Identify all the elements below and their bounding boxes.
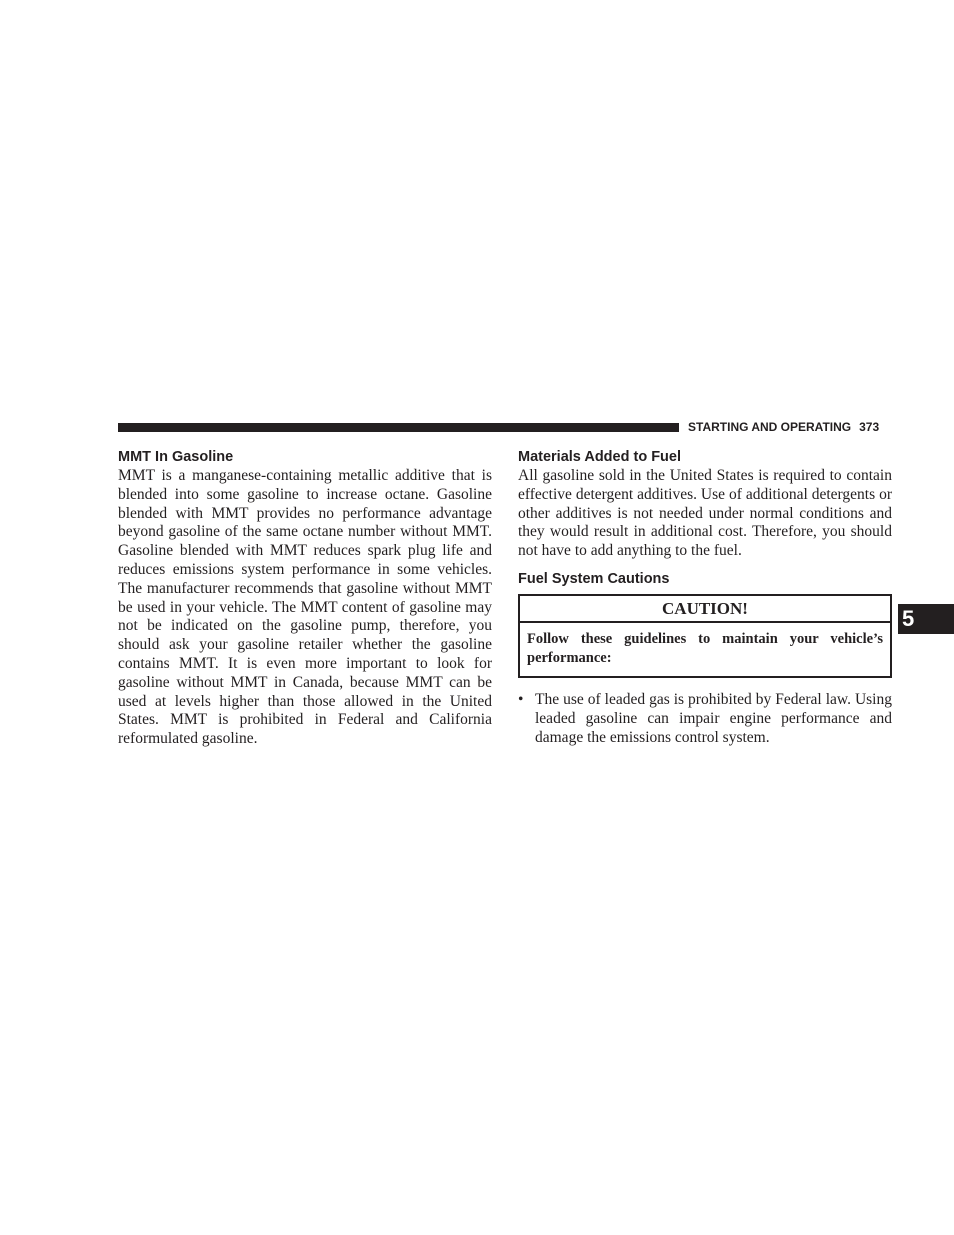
running-header	[688, 420, 892, 435]
fuel-cautions-heading: Fuel System Cautions	[518, 570, 670, 587]
bullet-icon: •	[518, 690, 524, 708]
bullet-text: The use of leaded gas is prohibited by Federal law. Using leaded gasoline can impair engine performance and damage the emissions control system.	[535, 690, 892, 746]
header-rule	[118, 423, 679, 432]
caution-text: Follow these guidelines to maintain your vehicle’s performance:	[527, 630, 883, 666]
caution-title: CAUTION!	[520, 596, 890, 623]
caution-bullet-list	[518, 691, 892, 747]
list-item	[518, 691, 892, 747]
left-column	[118, 447, 492, 749]
section-title: STARTING AND OPERATING	[688, 420, 852, 434]
mmt-paragraph: MMT is a manganese-containing metallic additive that is blended into some gasoline to increase octane. Gasoline blended with MMT provides no performance advantage beyond gasoline of the same octane number without MMT. Gasoline blended with MMT reduces spark plug life and reduces emissions system performance in some vehicles. The manufacturer recommends that gasoline without MMT be used in your vehicle. The MMT content of gasoline may not be indicated on the gasoline pump, therefore, you should ask your gasoline retailer whether the gasoline contains MMT. It is even more important to look for gasoline without MMT in Canada, because MMT can be used at levels higher than those allowed in the United States. MMT is prohibited in Federal and California reformulated gasoline.	[118, 467, 492, 748]
caution-box	[518, 594, 892, 678]
materials-heading: Materials Added to Fuel	[518, 449, 682, 465]
chapter-tab: 5	[898, 604, 954, 634]
mmt-heading: MMT In Gasoline	[118, 449, 234, 465]
right-column	[518, 447, 892, 747]
page-number: 373	[859, 420, 880, 434]
materials-paragraph: All gasoline sold in the United States is required to contain effective detergent additives. Use of additional detergents or other additives is not needed under normal conditions and they would result in additional cost. Therefore, you should not have to add anything to the fuel.	[518, 467, 892, 560]
